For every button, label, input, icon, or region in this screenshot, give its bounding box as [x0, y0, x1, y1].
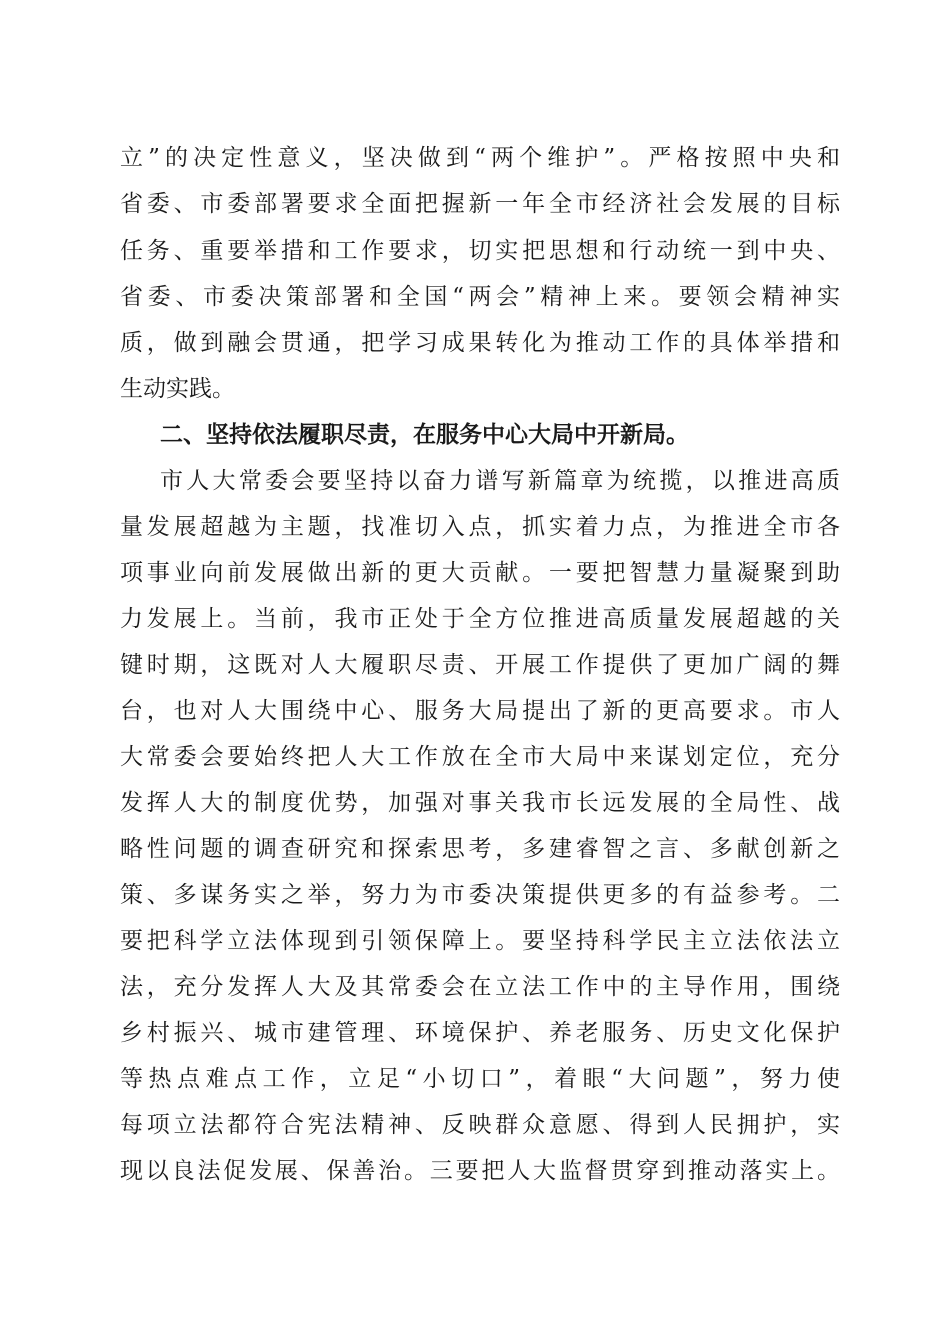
paragraph-line: 策、多谋务实之举，努力为市委决策提供更多的有益参考。二 [120, 882, 840, 908]
paragraph-line: 项事业向前发展做出新的更大贡献。一要把智慧力量凝聚到助 [120, 560, 840, 586]
paragraph-line: 现以良法促发展、保善治。三要把人大监督贯穿到推动落实上。 [120, 1158, 840, 1184]
paragraph-line: 键时期，这既对人大履职尽责、开展工作提供了更加广阔的舞 [120, 652, 840, 678]
paragraph-line: 略性问题的调查研究和探索思考，多建睿智之言、多献创新之 [120, 836, 840, 862]
paragraph-line: 省委、市委部署要求全面把握新一年全市经济社会发展的目标 [120, 191, 840, 217]
paragraph-line: 省委、市委决策部署和全国“两会”精神上来。要领会精神实 [120, 284, 840, 310]
paragraph-line: 量发展超越为主题，找准切入点，抓实着力点，为推进全市各 [120, 514, 840, 540]
paragraph-line: 发挥人大的制度优势，加强对事关我市长远发展的全局性、战 [120, 790, 840, 816]
paragraph-line: 任务、重要举措和工作要求，切实把思想和行动统一到中央、 [120, 238, 840, 264]
paragraph-line: 台，也对人大围绕中心、服务大局提出了新的更高要求。市人 [120, 698, 840, 724]
section-heading: 二、坚持依法履职尽责，在服务中心大局中开新局。 [160, 422, 689, 448]
paragraph-line: 质，做到融会贯通，把学习成果转化为推动工作的具体举措和 [120, 330, 840, 356]
paragraph-line: 每项立法都符合宪法精神、反映群众意愿、得到人民拥护，实 [120, 1112, 840, 1138]
paragraph-line: 等热点难点工作，立足“小切口”，着眼“大问题”，努力使 [120, 1066, 840, 1092]
paragraph-line: 立”的决定性意义，坚决做到“两个维护”。严格按照中央和 [120, 145, 840, 171]
paragraph-line: 要把科学立法体现到引领保障上。要坚持科学民主立法依法立 [120, 928, 840, 954]
paragraph-line: 力发展上。当前，我市正处于全方位推进高质量发展超越的关 [120, 606, 840, 632]
paragraph-line: 生动实践。 [120, 376, 235, 402]
paragraph-line: 法，充分发挥人大及其常委会在立法工作中的主导作用，围绕 [120, 974, 840, 1000]
paragraph-line: 乡村振兴、城市建管理、环境保护、养老服务、历史文化保护 [120, 1020, 840, 1046]
paragraph-line: 市人大常委会要坚持以奋力谱写新篇章为统揽，以推进高质 [160, 468, 840, 494]
paragraph-line: 大常委会要始终把人大工作放在全市大局中来谋划定位，充分 [120, 744, 840, 770]
